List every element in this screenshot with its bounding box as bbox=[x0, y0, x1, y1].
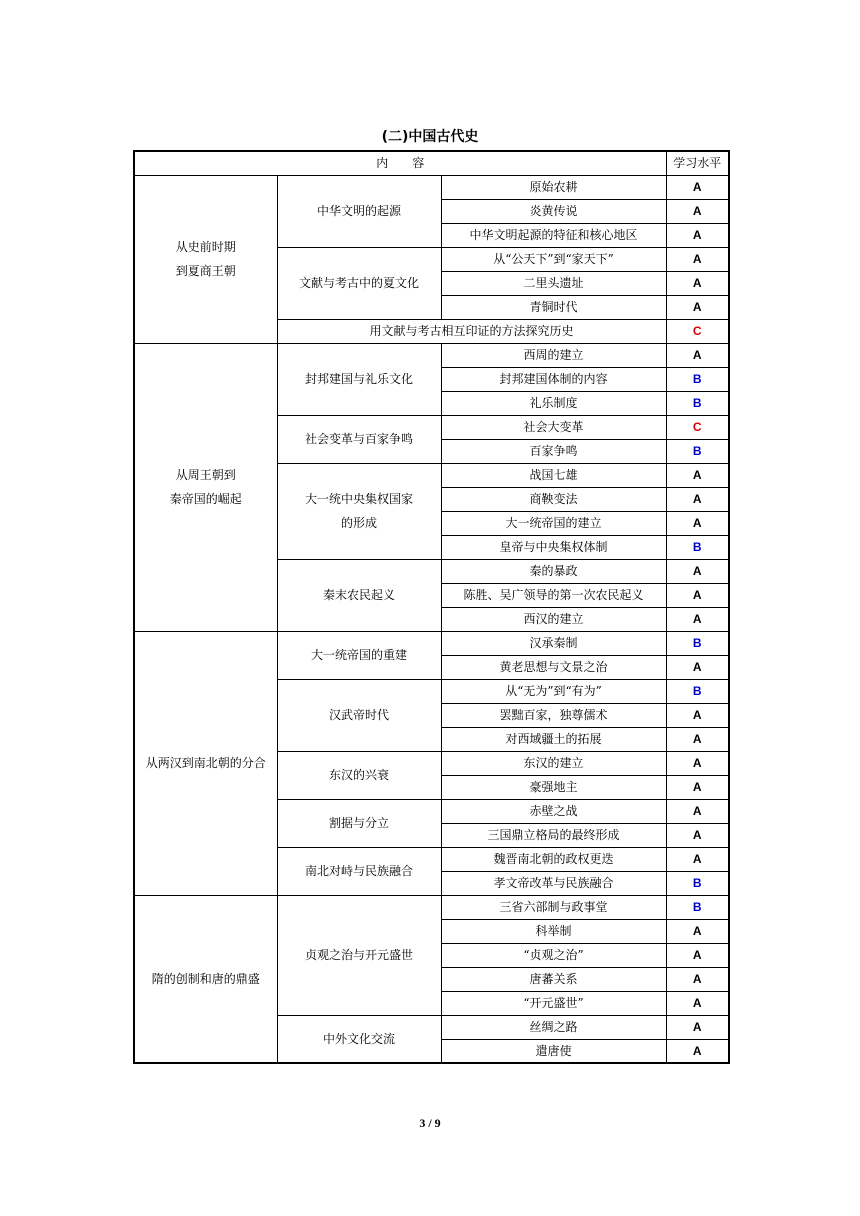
level-cell bbox=[666, 415, 729, 439]
level-cell-text: A bbox=[692, 300, 702, 314]
topic-cell-text: 从“公天下”到“家天下” bbox=[493, 252, 614, 266]
topic-cell bbox=[441, 799, 666, 823]
level-cell-text: B bbox=[692, 636, 702, 650]
level-cell bbox=[666, 679, 729, 703]
topic-cell bbox=[441, 439, 666, 463]
topic-cell-text: 西周的建立 bbox=[523, 348, 584, 362]
level-cell-text: A bbox=[692, 1043, 702, 1058]
level-cell-text: A bbox=[692, 588, 702, 602]
topic-cell-text: 二里头遗址 bbox=[523, 276, 584, 290]
topic-cell-text: 豪强地主 bbox=[529, 780, 578, 794]
topic-cell bbox=[441, 631, 666, 655]
topic-cell bbox=[441, 391, 666, 415]
theme-cell bbox=[277, 415, 441, 463]
level-cell bbox=[666, 583, 729, 607]
theme-cell bbox=[277, 1015, 441, 1063]
level-cell bbox=[666, 991, 729, 1015]
section-title: (二)中国古代史 bbox=[381, 129, 479, 145]
topic-cell-text: “贞观之治” bbox=[523, 948, 584, 962]
level-cell-text: A bbox=[692, 204, 702, 218]
level-cell-text: A bbox=[692, 852, 702, 866]
theme-cell-text: 大一统帝国的重建 bbox=[310, 648, 407, 662]
theme-cell bbox=[277, 631, 441, 679]
level-cell bbox=[666, 775, 729, 799]
topic-cell bbox=[441, 583, 666, 607]
theme-cell-text: 中华文明的起源 bbox=[316, 204, 401, 218]
level-cell-text: A bbox=[692, 516, 702, 530]
topic-cell-text: 罢黜百家，独尊儒术 bbox=[499, 708, 608, 722]
level-cell bbox=[666, 751, 729, 775]
level-cell-text: A bbox=[692, 756, 702, 770]
page-number: 3 / 9 bbox=[419, 1116, 441, 1130]
level-cell-text: A bbox=[692, 732, 702, 746]
topic-cell bbox=[441, 919, 666, 943]
table-body bbox=[134, 151, 729, 1063]
topic-cell bbox=[441, 415, 666, 439]
topic-cell bbox=[441, 367, 666, 391]
topic-cell bbox=[441, 895, 666, 919]
level-cell bbox=[666, 175, 729, 199]
topic-cell bbox=[441, 295, 666, 319]
level-cell-text: A bbox=[692, 276, 702, 290]
level-cell bbox=[666, 1015, 729, 1039]
topic-cell bbox=[441, 343, 666, 367]
level-cell bbox=[666, 319, 729, 343]
topic-cell bbox=[441, 703, 666, 727]
topic-cell bbox=[441, 271, 666, 295]
theme-cell-text: 贞观之治与开元盛世 bbox=[304, 948, 413, 962]
topic-cell bbox=[441, 871, 666, 895]
theme-cell bbox=[277, 247, 441, 319]
level-cell bbox=[666, 847, 729, 871]
theme-cell bbox=[277, 463, 441, 559]
level-cell bbox=[666, 655, 729, 679]
level-cell bbox=[666, 247, 729, 271]
era-cell-text: 从史前时期 到夏商王朝 bbox=[175, 240, 236, 278]
theme-cell bbox=[277, 847, 441, 895]
level-cell-text: A bbox=[692, 708, 702, 722]
topic-cell bbox=[441, 943, 666, 967]
topic-cell bbox=[441, 1015, 666, 1039]
topic-cell bbox=[441, 559, 666, 583]
level-cell-text: C bbox=[692, 420, 702, 434]
topic-cell bbox=[441, 991, 666, 1015]
level-cell-text: A bbox=[692, 804, 702, 818]
topic-cell bbox=[441, 823, 666, 847]
level-cell-text: C bbox=[692, 324, 702, 338]
topic-cell-text: 原始农耕 bbox=[529, 180, 578, 194]
theme-cell bbox=[277, 175, 441, 247]
topic-cell bbox=[441, 511, 666, 535]
theme-cell bbox=[277, 343, 441, 415]
level-cell bbox=[666, 799, 729, 823]
topic-cell-text: 遣唐使 bbox=[535, 1043, 572, 1058]
topic-cell bbox=[441, 847, 666, 871]
theme-cell-text: 封邦建国与礼乐文化 bbox=[304, 372, 413, 386]
topic-cell bbox=[441, 487, 666, 511]
level-cell-text: B bbox=[692, 876, 702, 890]
level-cell-text: A bbox=[692, 348, 702, 362]
topic-cell bbox=[441, 463, 666, 487]
theme-cell-text: 文献与考古中的夏文化 bbox=[298, 276, 419, 290]
level-cell bbox=[666, 271, 729, 295]
topic-cell bbox=[441, 607, 666, 631]
level-cell-text: B bbox=[692, 444, 702, 458]
level-cell bbox=[666, 295, 729, 319]
topic-cell-text: 东汉的建立 bbox=[523, 756, 584, 770]
level-cell-text: A bbox=[692, 252, 702, 266]
level-cell-text: A bbox=[692, 564, 702, 578]
topic-cell-text: 三省六部制与政事堂 bbox=[499, 900, 608, 914]
era-cell bbox=[134, 175, 277, 343]
topic-cell-text: 对西域疆土的拓展 bbox=[505, 732, 602, 746]
level-cell-text: A bbox=[692, 948, 702, 962]
era-cell bbox=[134, 895, 277, 1063]
level-cell-text: A bbox=[692, 924, 702, 938]
era-cell-text: 隋的创制和唐的鼎盛 bbox=[151, 971, 260, 986]
table-row bbox=[134, 175, 729, 199]
level-cell-text: A bbox=[692, 996, 702, 1010]
level-cell-text: A bbox=[692, 1020, 702, 1034]
level-cell bbox=[666, 343, 729, 367]
topic-cell bbox=[441, 775, 666, 799]
topic-cell-text: 社会大变革 bbox=[523, 420, 584, 434]
topic-cell-text: 孝文帝改革与民族融合 bbox=[493, 876, 614, 890]
level-cell bbox=[666, 895, 729, 919]
topic-cell-text: 青铜时代 bbox=[529, 300, 578, 314]
level-cell-text: B bbox=[692, 540, 702, 554]
curriculum-table bbox=[133, 150, 730, 1064]
level-cell bbox=[666, 559, 729, 583]
topic-cell-text: 百家争鸣 bbox=[529, 444, 578, 458]
table-row bbox=[134, 343, 729, 367]
topic-cell-text: 皇帝与中央集权体制 bbox=[499, 540, 608, 554]
level-cell bbox=[666, 703, 729, 727]
level-cell bbox=[666, 943, 729, 967]
theme-cell bbox=[277, 679, 441, 751]
level-cell bbox=[666, 511, 729, 535]
topic-merged-cell-text: 用文献与考古相互印证的方法探究历史 bbox=[369, 324, 574, 338]
topic-cell-text: 秦的暴政 bbox=[529, 564, 578, 578]
level-cell bbox=[666, 391, 729, 415]
topic-cell bbox=[441, 967, 666, 991]
level-cell-text: A bbox=[692, 780, 702, 794]
level-cell bbox=[666, 463, 729, 487]
level-cell-text: B bbox=[692, 396, 702, 410]
topic-cell-text: 西汉的建立 bbox=[523, 612, 584, 626]
level-cell-text: B bbox=[692, 372, 702, 386]
level-cell bbox=[666, 487, 729, 511]
header-content-label: 内 容 bbox=[376, 156, 425, 171]
header-level-cell bbox=[666, 151, 729, 175]
table-row bbox=[134, 631, 729, 655]
header-row bbox=[134, 151, 729, 175]
level-cell-text: A bbox=[692, 492, 702, 506]
theme-cell-text: 割据与分立 bbox=[328, 816, 389, 830]
topic-cell-text: 黄老思想与文景之治 bbox=[499, 660, 608, 674]
level-cell bbox=[666, 919, 729, 943]
topic-cell-text: 中华文明起源的特征和核心地区 bbox=[469, 228, 638, 242]
topic-cell bbox=[441, 751, 666, 775]
theme-cell bbox=[277, 895, 441, 1015]
theme-cell-text: 大一统中央集权国家 的形成 bbox=[304, 492, 413, 530]
topic-cell bbox=[441, 655, 666, 679]
topic-cell-text: 魏晋南北朝的政权更迭 bbox=[493, 852, 614, 866]
era-cell-text: 从两汉到南北朝的分合 bbox=[145, 756, 266, 770]
topic-cell-text: 从“无为”到“有为” bbox=[505, 684, 602, 698]
topic-cell-text: 赤壁之战 bbox=[529, 804, 578, 818]
theme-cell-text: 东汉的兴衰 bbox=[328, 768, 389, 782]
theme-cell-text: 汉武帝时代 bbox=[328, 708, 389, 722]
topic-cell-text: 商鞅变法 bbox=[529, 492, 578, 506]
topic-cell bbox=[441, 727, 666, 751]
topic-merged-cell bbox=[277, 319, 666, 343]
level-cell-text: B bbox=[692, 684, 702, 698]
level-cell-text: B bbox=[692, 900, 702, 914]
topic-cell bbox=[441, 535, 666, 559]
level-cell bbox=[666, 727, 729, 751]
level-cell bbox=[666, 967, 729, 991]
header-level-label: 学习水平 bbox=[673, 156, 722, 171]
level-cell bbox=[666, 439, 729, 463]
topic-cell-text: 大一统帝国的建立 bbox=[505, 516, 602, 530]
topic-cell-text: 汉承秦制 bbox=[529, 636, 578, 650]
level-cell bbox=[666, 823, 729, 847]
topic-cell bbox=[441, 1039, 666, 1063]
level-cell bbox=[666, 199, 729, 223]
topic-cell-text: 三国鼎立格局的最终形成 bbox=[487, 828, 620, 842]
level-cell bbox=[666, 607, 729, 631]
era-cell bbox=[134, 631, 277, 895]
topic-cell-text: 炎黄传说 bbox=[529, 204, 578, 218]
topic-cell-text: 科举制 bbox=[535, 924, 572, 938]
level-cell-text: A bbox=[692, 972, 702, 986]
level-cell bbox=[666, 871, 729, 895]
topic-cell-text: “开元盛世” bbox=[523, 996, 584, 1010]
era-cell bbox=[134, 343, 277, 631]
topic-cell-text: 陈胜、吴广领导的第一次农民起义 bbox=[463, 588, 644, 602]
theme-cell-text: 南北对峙与民族融合 bbox=[304, 864, 413, 878]
theme-cell-text: 社会变革与百家争鸣 bbox=[304, 432, 413, 446]
level-cell-text: A bbox=[692, 228, 702, 242]
topic-cell bbox=[441, 247, 666, 271]
topic-cell-text: 丝绸之路 bbox=[529, 1020, 578, 1034]
topic-cell bbox=[441, 223, 666, 247]
level-cell bbox=[666, 631, 729, 655]
theme-cell-text: 秦末农民起义 bbox=[322, 588, 395, 602]
level-cell-text: A bbox=[692, 660, 702, 674]
topic-cell-text: 礼乐制度 bbox=[529, 396, 578, 410]
topic-cell-text: 封邦建国体制的内容 bbox=[499, 372, 608, 386]
level-cell bbox=[666, 1039, 729, 1063]
level-cell bbox=[666, 367, 729, 391]
level-cell-text: A bbox=[692, 612, 702, 626]
era-cell-text: 从周王朝到 秦帝国的崛起 bbox=[169, 468, 242, 506]
theme-cell bbox=[277, 799, 441, 847]
header-content-cell bbox=[134, 151, 666, 175]
topic-cell-text: 战国七雄 bbox=[529, 468, 578, 482]
topic-cell bbox=[441, 199, 666, 223]
topic-cell bbox=[441, 175, 666, 199]
level-cell bbox=[666, 223, 729, 247]
level-cell-text: A bbox=[692, 828, 702, 842]
theme-cell bbox=[277, 751, 441, 799]
topic-cell bbox=[441, 679, 666, 703]
theme-cell-text: 中外文化交流 bbox=[322, 1031, 395, 1046]
level-cell bbox=[666, 535, 729, 559]
level-cell-text: A bbox=[692, 468, 702, 482]
theme-cell bbox=[277, 559, 441, 631]
level-cell-text: A bbox=[692, 180, 702, 194]
table-row bbox=[134, 895, 729, 919]
topic-cell-text: 唐蕃关系 bbox=[529, 972, 578, 986]
